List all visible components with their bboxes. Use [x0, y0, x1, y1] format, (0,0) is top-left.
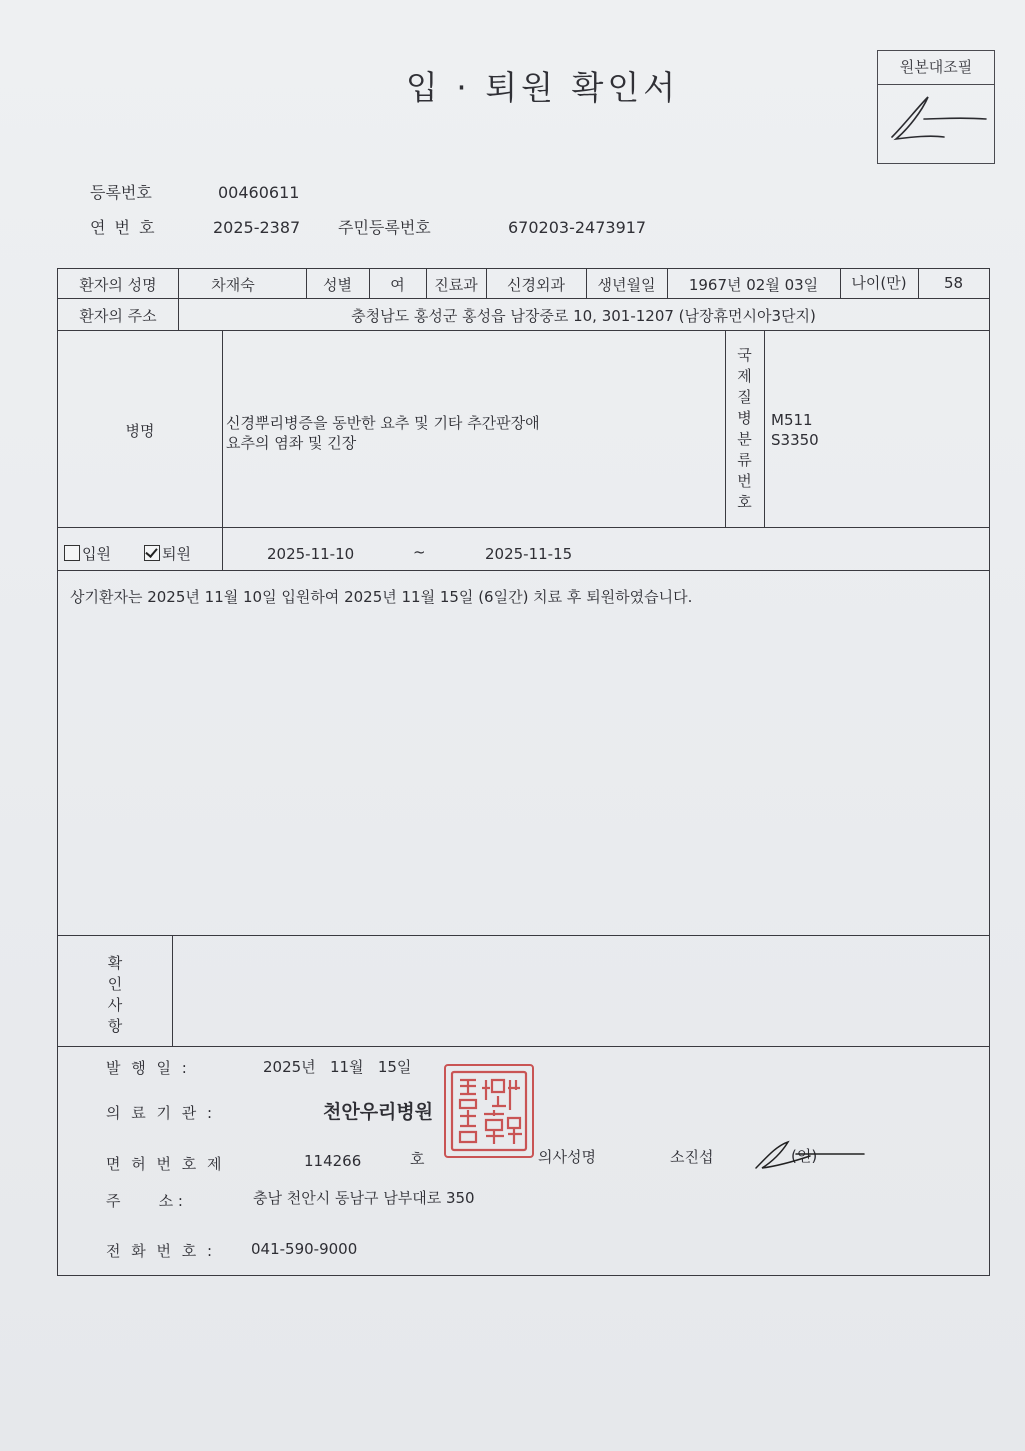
diagnosis-line-2: 요추의 염좌 및 긴장 — [226, 434, 357, 452]
license-suffix: 호 — [410, 1150, 425, 1168]
phone-label: 전 화 번 호 : — [106, 1242, 216, 1260]
diagnosis-line-1: 신경뿌리병증을 동반한 요추 및 기타 추간판장애 — [226, 414, 540, 432]
serial-label: 연 번 호 — [90, 218, 157, 237]
dept-label: 진료과 — [434, 276, 478, 294]
stay-from: 2025-11-10 — [267, 545, 355, 563]
doctor-signature — [748, 1136, 868, 1176]
license-label: 면 허 번 호 제 — [106, 1155, 225, 1173]
icd-code-1: M511 — [771, 411, 813, 429]
license-number: 114266 — [304, 1152, 362, 1170]
discharge-checkbox[interactable] — [144, 545, 160, 561]
institution-name: 천안우리병원 — [323, 1101, 434, 1123]
doctor-name: 소진섭 — [670, 1148, 714, 1166]
original-verified-label: 원본대조필 — [878, 51, 994, 85]
serial-value: 2025-2387 — [213, 218, 301, 237]
rrn-label: 주민등록번호 — [338, 218, 431, 237]
issue-date: 2025년 11월 15일 — [263, 1058, 412, 1076]
verifier-signature — [878, 85, 994, 163]
admit-label: 입원 — [82, 545, 111, 563]
issue-date-label: 발 행 일 : — [106, 1059, 190, 1077]
issuer-address-label: 주 소 : — [106, 1192, 183, 1210]
confirm-label: 확 인 사 항 — [107, 954, 123, 1035]
stay-tilde: ~ — [413, 543, 426, 561]
dob-value: 1967년 02월 03일 — [688, 276, 819, 294]
reg-no-value: 00460611 — [218, 183, 300, 202]
reg-no-label: 등록번호 — [90, 183, 152, 202]
dept-value: 신경외과 — [507, 276, 565, 294]
issuer-address: 충남 천안시 동남구 남부대로 350 — [253, 1189, 475, 1207]
icd-label: 국 제 질 병 분 류 번 호 — [737, 346, 752, 511]
original-verified-box — [877, 50, 995, 164]
discharge-option[interactable] — [144, 543, 191, 564]
patient-address: 충청남도 홍성군 홍성읍 남장중로 10, 301-1207 (남장휴먼시아3단지) — [351, 307, 816, 325]
age-label: 나이(만) — [851, 274, 907, 292]
icd-code-2: S3350 — [771, 431, 819, 449]
sex-value: 여 — [390, 276, 405, 294]
address-label: 환자의 주소 — [79, 307, 157, 325]
stay-to: 2025-11-15 — [485, 545, 573, 563]
document-title: 입 · 퇴원 확인서 — [405, 68, 680, 107]
admit-option[interactable] — [64, 543, 111, 564]
discharge-label: 퇴원 — [162, 545, 191, 563]
admit-checkbox[interactable] — [64, 545, 80, 561]
dob-label: 생년월일 — [597, 276, 656, 294]
institution-label: 의 료 기 관 : — [106, 1104, 216, 1122]
patient-name-label: 환자의 성명 — [79, 276, 157, 294]
sex-label: 성별 — [323, 276, 352, 294]
rrn-value: 670203-2473917 — [508, 218, 647, 237]
doctor-seal-mark: (인) — [791, 1147, 818, 1165]
age-value: 58 — [943, 274, 964, 292]
doctor-label: 의사성명 — [538, 1148, 596, 1166]
issuer-phone: 041-590-9000 — [251, 1240, 358, 1258]
hospital-seal — [444, 1064, 534, 1158]
patient-name: 차재숙 — [211, 276, 255, 294]
diagnosis-label: 병명 — [125, 422, 155, 440]
statement-text: 상기환자는 2025년 11월 10일 입원하여 2025년 11월 15일 (6일간) 치료 후 퇴원하였습니다. — [70, 588, 693, 606]
